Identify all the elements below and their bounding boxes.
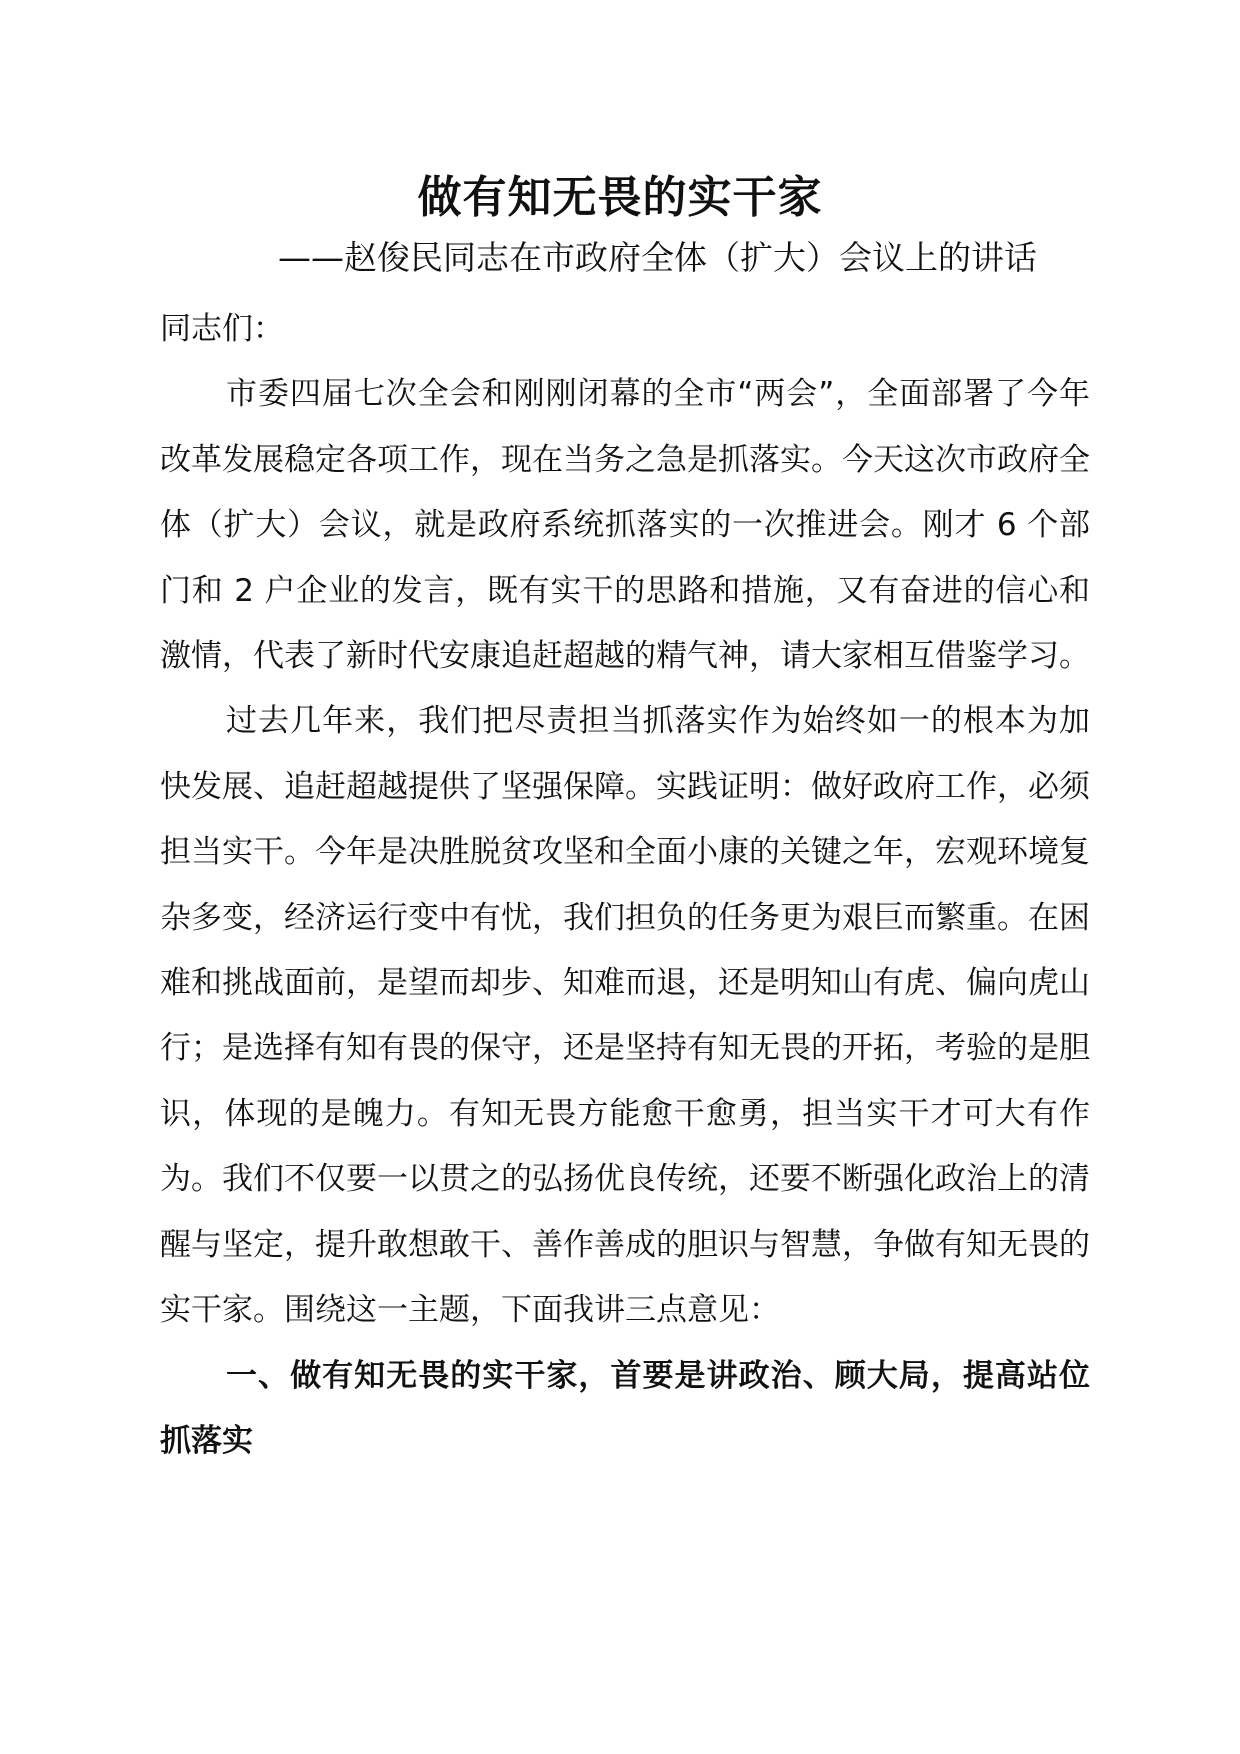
paragraph-1: 市委四届七次全会和刚刚闭幕的全市“两会”，全面部署了今年改革发展稳定各项工作，现在当务之急是抓落实。今天这次市政府全体（扩大）会议，就是政府系统抓落实的一次推进会。刚才 6 个部门和 2 户企业的发言，既有实干的思路和措施，又有奋进的信心和激情，代表了新时代安康追赶超越的精气神，请大家相互借鉴学习。 — [160, 376, 1090, 675]
document-title: 做有知无畏的实干家 — [417, 172, 823, 223]
document-subtitle: ——赵俊民同志在市政府全体（扩大）会议上的讲话 — [278, 238, 1037, 277]
salutation: 同志们： — [160, 311, 284, 347]
paragraph-2: 过去几年来，我们把尽责担当抓落实作为始终如一的根本为加快发展、追赶超越提供了坚强保障。实践证明：做好政府工作，必须担当实干。今年是决胜脱贫攻坚和全面小康的关键之年，宏观环境复杂多变，经济运行变中有忧，我们担负的任务更为艰巨而繁重。在困难和挑战面前，是望而却步、知难而退，还是明知山有虎、偏向虎山行；是选择有知有畏的保守，还是坚持有知无畏的开拓，考验的是胆识，体现的是魄力。有知无畏方能愈干愈勇，担当实干才可大有作为。我们不仅要一以贯之的弘扬优良传统，还要不断强化政治上的清醒与坚定，提升敢想敢干、善作善成的胆识与智慧，争做有知无畏的实干家。围绕这一主题，下面我讲三点意见： — [160, 703, 1090, 1329]
section-heading-1: 一、做有知无畏的实干家，首要是讲政治、顾大局，提高站位抓落实 — [160, 1357, 1090, 1459]
document-body — [160, 297, 1090, 1474]
